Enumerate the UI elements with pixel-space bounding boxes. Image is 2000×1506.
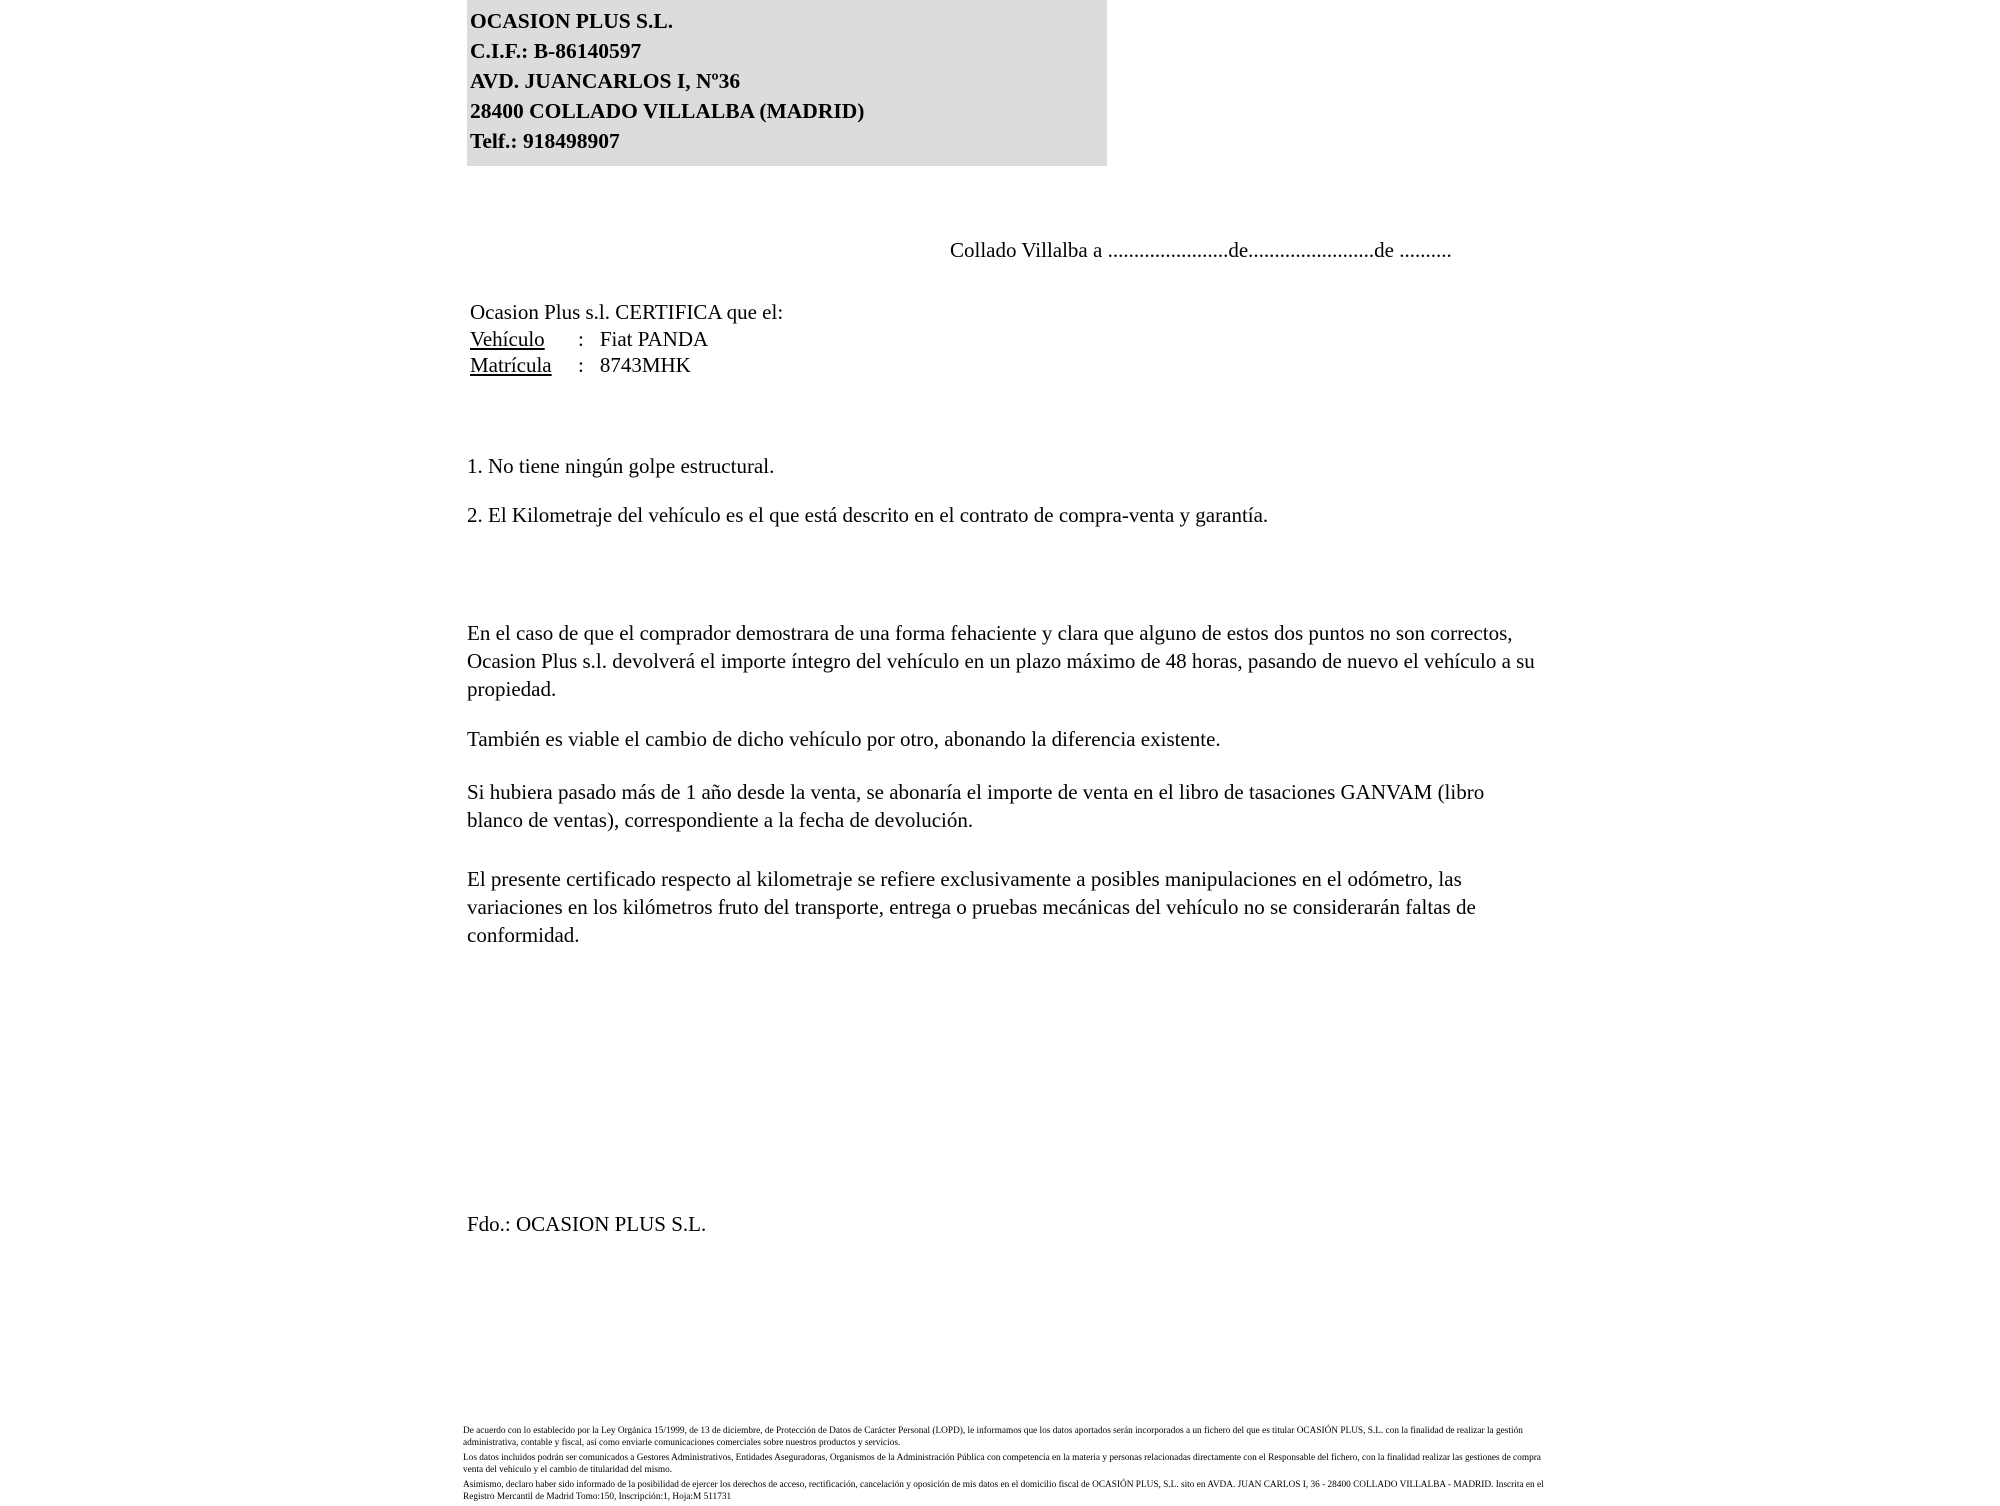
- company-name: OCASION PLUS S.L.: [470, 9, 674, 33]
- signature-line: Fdo.: OCASION PLUS S.L.: [467, 1212, 707, 1236]
- date-line: Collado Villalba a .......................de........................de ..........: [950, 238, 1452, 262]
- vehicle-value: Fiat PANDA: [599, 326, 709, 351]
- paragraph-odometer: El presente certificado respecto al kilometraje se refiere exclusivamente a posibles manipulaciones en el odómetro, las variaciones en los kilómetros fruto del transporte, entrega o pruebas mecánicas del vehículo no se considerarán faltas de conformidad.: [467, 867, 1476, 947]
- vehicle-separator: :: [578, 326, 584, 351]
- company-phone: Telf.: 918498907: [470, 129, 620, 154]
- certification-block: [470, 300, 783, 380]
- legal-paragraph-3: Asimismo, declaro haber sido informado de la posibilidad de ejercer los derechos de acceso, rectificación, cancelación y oposición de mis datos en el domicilio fiscal de OCASIÓN PLUS, S.L. sito en AVDA. JUAN CARLOS I, 36 - 28400 COLLADO VILLALBA - MADRID. Inscrita en el Registro Mercantil de Madrid Tomo:150, Inscripción:1, Hoja:M 511731: [463, 1480, 1544, 1503]
- plate-label: Matrícula: [470, 353, 552, 378]
- point-2: 2. El Kilometraje del vehículo es el que está descrito en el contrato de compra-venta y garantía.: [467, 503, 1269, 527]
- company-street: AVD. JUANCARLOS I, Nº36: [470, 69, 741, 94]
- paragraph-exchange: También es viable el cambio de dicho vehículo por otro, abonando la diferencia existente.: [467, 727, 1221, 751]
- legal-footer: [463, 1425, 1563, 1506]
- plate-value: 8743MHK: [599, 353, 691, 378]
- plate-row: [470, 353, 783, 379]
- company-letterhead: [467, 0, 1107, 166]
- vehicle-row: [470, 327, 783, 353]
- plate-separator: :: [578, 353, 584, 378]
- legal-paragraph-1: De acuerdo con lo establecido por la Ley Orgánica 15/1999, de 13 de diciembre, de Protección de Datos de Carácter Personal (LOPD), le informamos que los datos aportados serán incorporados a un fichero del que es titular OCASIÓN PLUS, S.L. con la finalidad de realizar la gestión administrativa, contable y fiscal, así como enviarle comunicaciones comerciales sobre nuestros productos y servicios.: [463, 1426, 1523, 1449]
- paragraph-ganvam: Si hubiera pasado más de 1 año desde la venta, se abonaría el importe de venta en el libro de tasaciones GANVAM (libro blanco de ventas), correspondiente a la fecha de devolución.: [467, 780, 1485, 832]
- vehicle-label: Vehículo: [470, 326, 545, 351]
- certification-intro: Ocasion Plus s.l. CERTIFICA que el:: [470, 300, 784, 324]
- company-city: 28400 COLLADO VILLALBA (MADRID): [470, 99, 865, 124]
- paragraph-refund: En el caso de que el comprador demostrara de una forma fehaciente y clara que alguno de estos dos puntos no son correctos, Ocasion Plus s.l. devolverá el importe íntegro del vehículo en un plazo máximo de 48 horas, pasando de nuevo el vehículo a su propiedad.: [467, 621, 1535, 701]
- legal-paragraph-2: Los datos incluidos podrán ser comunicados a Gestores Administrativos, Entidades Aseguradoras, Organismos de la Administración Pública con competencia en la materia y personas relacionadas directamente con el Responsable del fichero, con la finalidad realizar las gestiones de compra venta del vehículo y el cambio de titularidad del mismo.: [463, 1453, 1541, 1476]
- company-cif: C.I.F.: B-86140597: [470, 39, 642, 64]
- point-1: 1. No tiene ningún golpe estructural.: [467, 454, 775, 478]
